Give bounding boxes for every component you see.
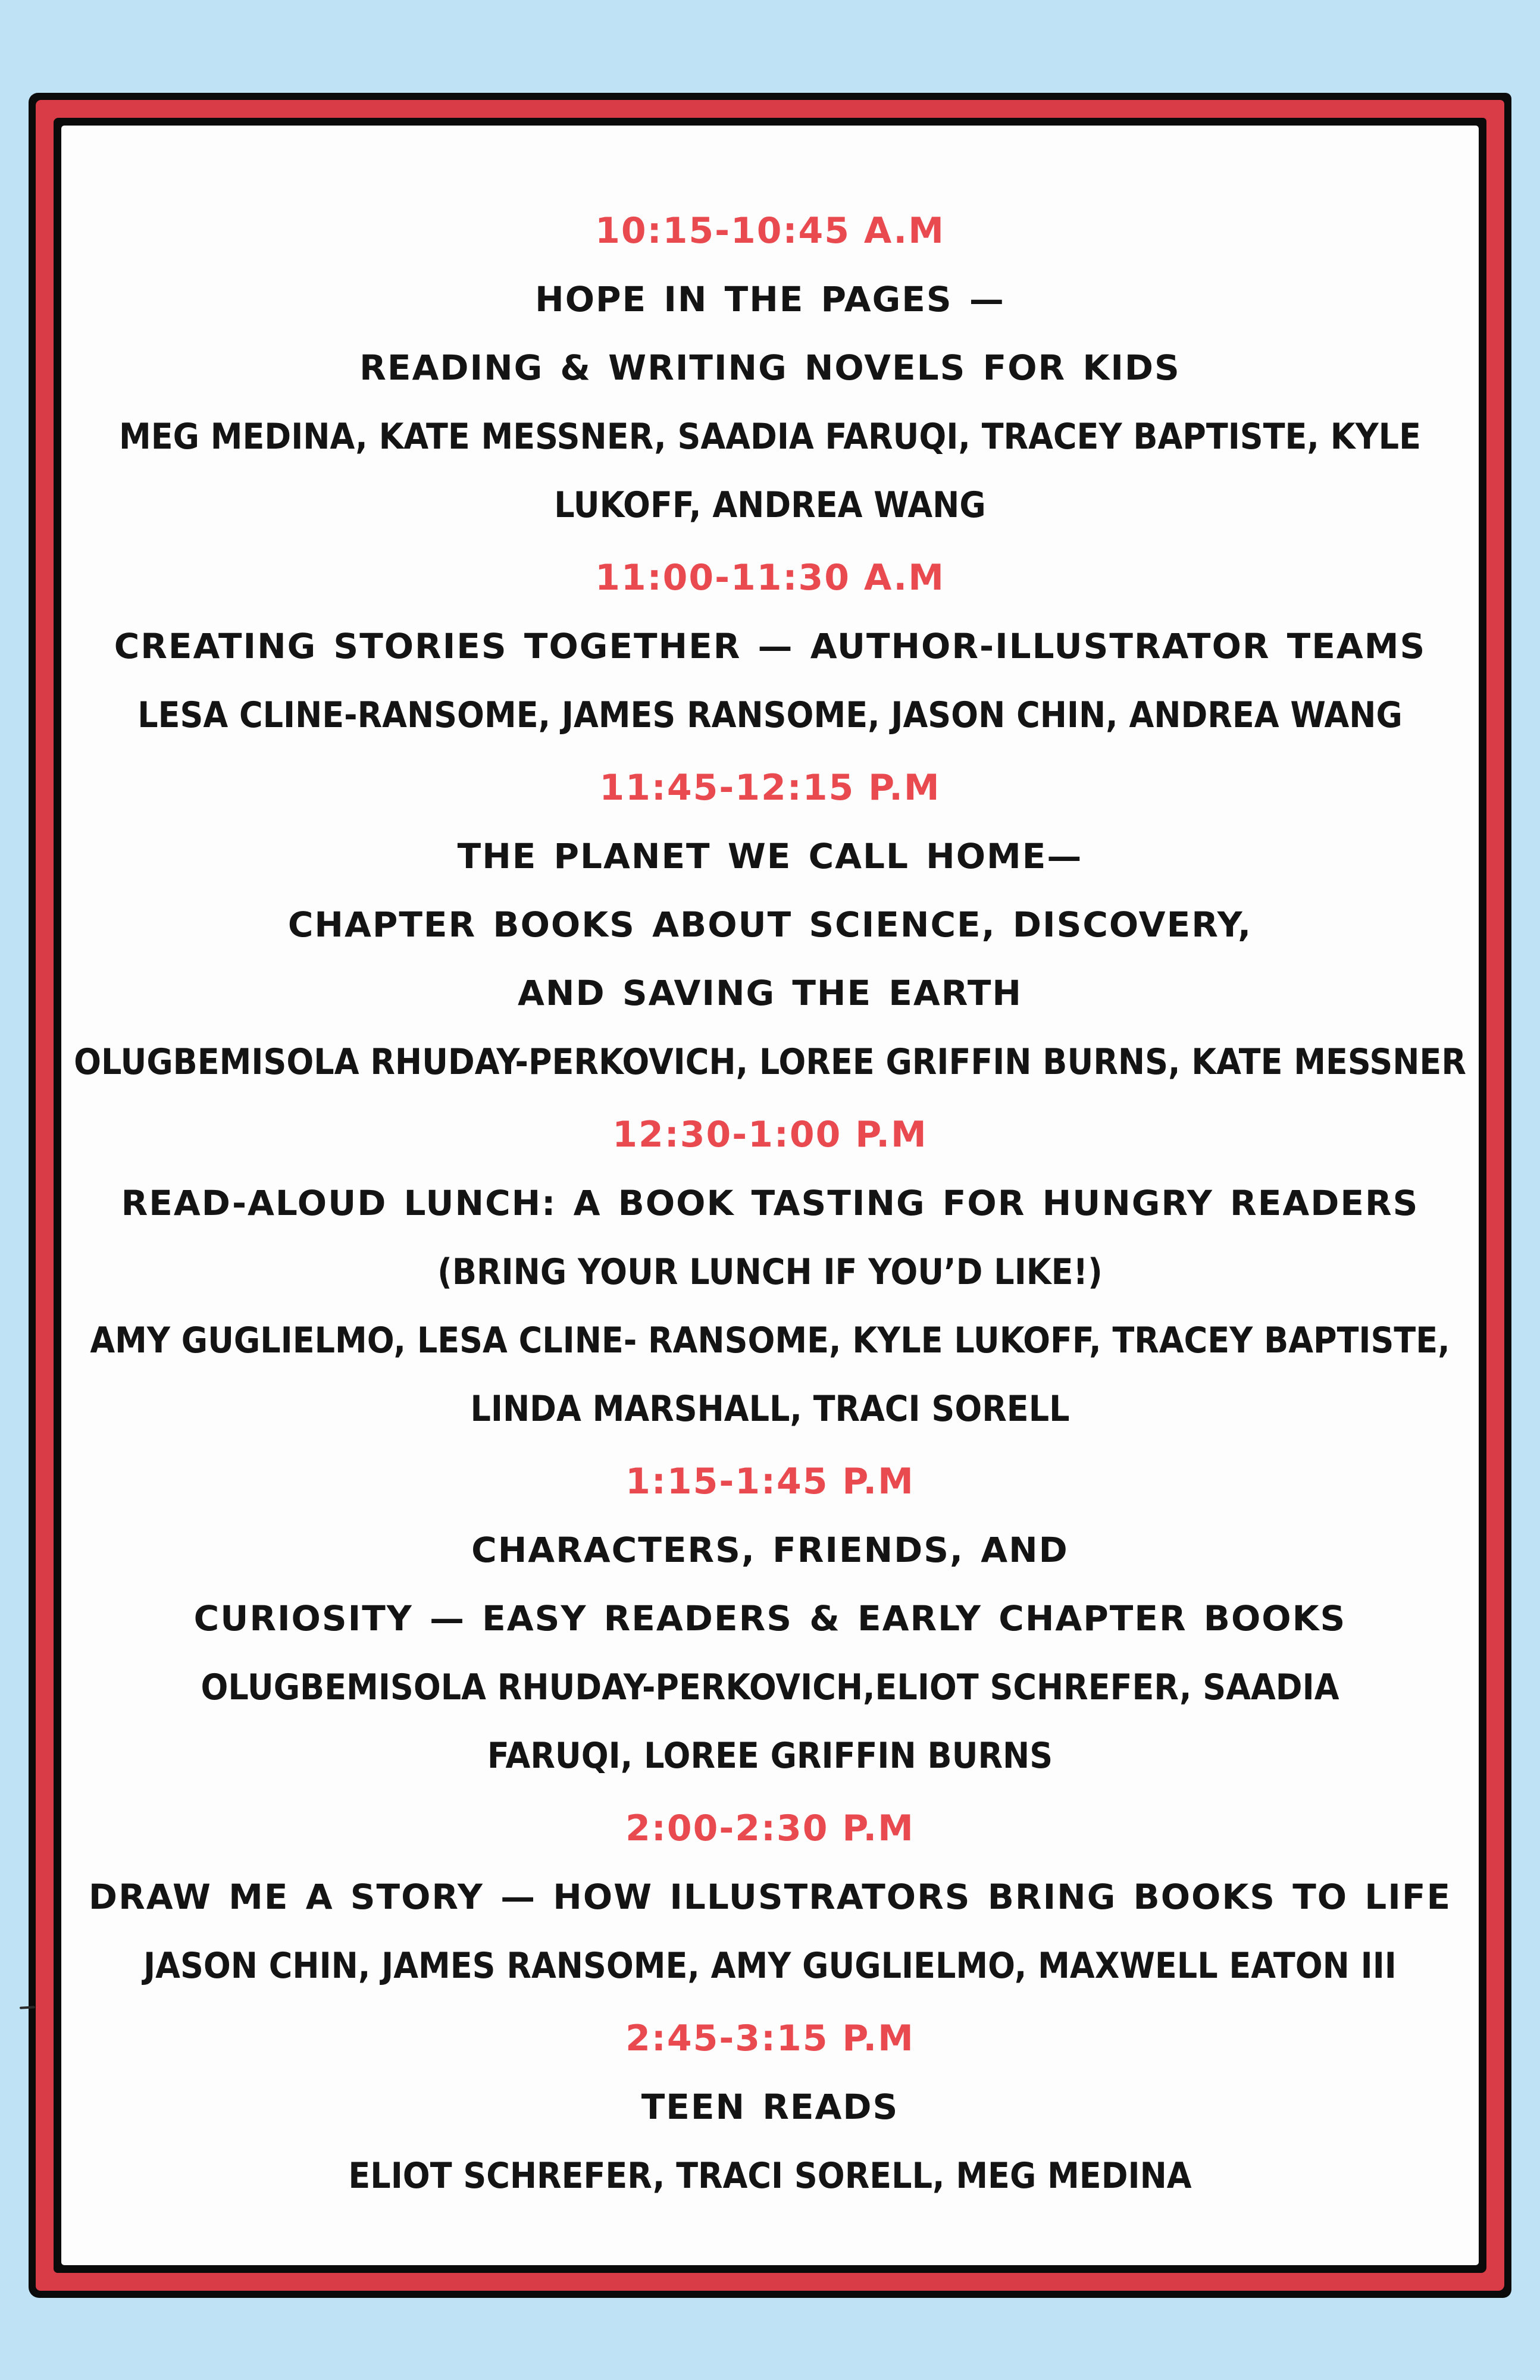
session-time-line: 10:15-10:45 A.M [595, 210, 945, 252]
session-time-line: 11:00-11:30 A.M [595, 557, 945, 599]
session-title-line: DRAW ME A STORY — HOW ILLUSTRATORS BRING BOOKS TO LIFE [88, 1877, 1452, 1917]
session-title-line: CREATING STORIES TOGETHER — AUTHOR-ILLUSTRATOR TEAMS [114, 626, 1426, 666]
poster-frame-red-band [36, 100, 1504, 2291]
session-authors-line: LINDA MARSHALL, TRACI SORELL [470, 1388, 1070, 1430]
session-title-line: HOPE IN THE PAGES — [535, 279, 1005, 320]
session-title-line: CHARACTERS, FRIENDS, AND [471, 1530, 1069, 1570]
session-authors-line: OLUGBEMISOLA RHUDAY-PERKOVICH, LOREE GRIFFIN BURNS, KATE MESSNER [74, 1041, 1466, 1083]
session-authors-line: JASON CHIN, JAMES RANSOME, AMY GUGLIELMO, MAXWELL EATON III [143, 1944, 1397, 1987]
session [61, 1448, 1479, 1790]
session [61, 2005, 1479, 2210]
session-time-line: 2:00-2:30 P.M [625, 1808, 915, 1849]
session-authors-line: MEG MEDINA, KATE MESSNER, SAADIA FARUQI, TRACEY BAPTISTE, KYLE [119, 415, 1421, 458]
session-time-line: 12:30-1:00 P.M [612, 1114, 928, 1155]
session-title-line: CURIOSITY — EASY READERS & EARLY CHAPTER BOOKS [193, 1598, 1347, 1639]
session-title-line: READ-ALOUD LUNCH: A BOOK TASTING FOR HUNGRY READERS [121, 1183, 1419, 1223]
schedule-page [61, 126, 1479, 2265]
session-authors-line: ELIOT SCHREFER, TRACI SORELL, MEG MEDINA [348, 2154, 1192, 2197]
session-title-line: READING & WRITING NOVELS FOR KIDS [359, 347, 1181, 388]
session [61, 197, 1479, 539]
session-list [61, 197, 1479, 2210]
session-authors-line: AMY GUGLIELMO, LESA CLINE- RANSOME, KYLE LUKOFF, TRACEY BAPTISTE, [90, 1319, 1450, 1361]
session [61, 544, 1479, 749]
session-time-line: 2:45-3:15 P.M [625, 2018, 915, 2059]
session-title-line: AND SAVING THE EARTH [518, 973, 1022, 1013]
session-authors-line: FARUQI, LOREE GRIFFIN BURNS [487, 1734, 1053, 1777]
session [61, 754, 1479, 1096]
session-authors-line: OLUGBEMISOLA RHUDAY-PERKOVICH,ELIOT SCHREFER, SAADIA [201, 1666, 1339, 1708]
session [61, 1795, 1479, 2000]
session-title-line: CHAPTER BOOKS ABOUT SCIENCE, DISCOVERY, [287, 904, 1253, 945]
session [61, 1101, 1479, 1443]
poster-frame-inner-line [54, 118, 1486, 2273]
session-authors-line: LUKOFF, ANDREA WANG [554, 484, 986, 526]
poster-frame [29, 93, 1511, 2298]
session-title-line: TEEN READS [641, 2087, 899, 2127]
session-note-line: (BRING YOUR LUNCH IF YOU’D LIKE!) [437, 1251, 1103, 1293]
session-time-line: 1:15-1:45 P.M [625, 1461, 915, 1502]
session-title-line: THE PLANET WE CALL HOME— [457, 836, 1083, 876]
session-authors-line: LESA CLINE-RANSOME, JAMES RANSOME, JASON CHIN, ANDREA WANG [137, 694, 1403, 736]
session-time-line: 11:45-12:15 P.M [599, 767, 941, 809]
